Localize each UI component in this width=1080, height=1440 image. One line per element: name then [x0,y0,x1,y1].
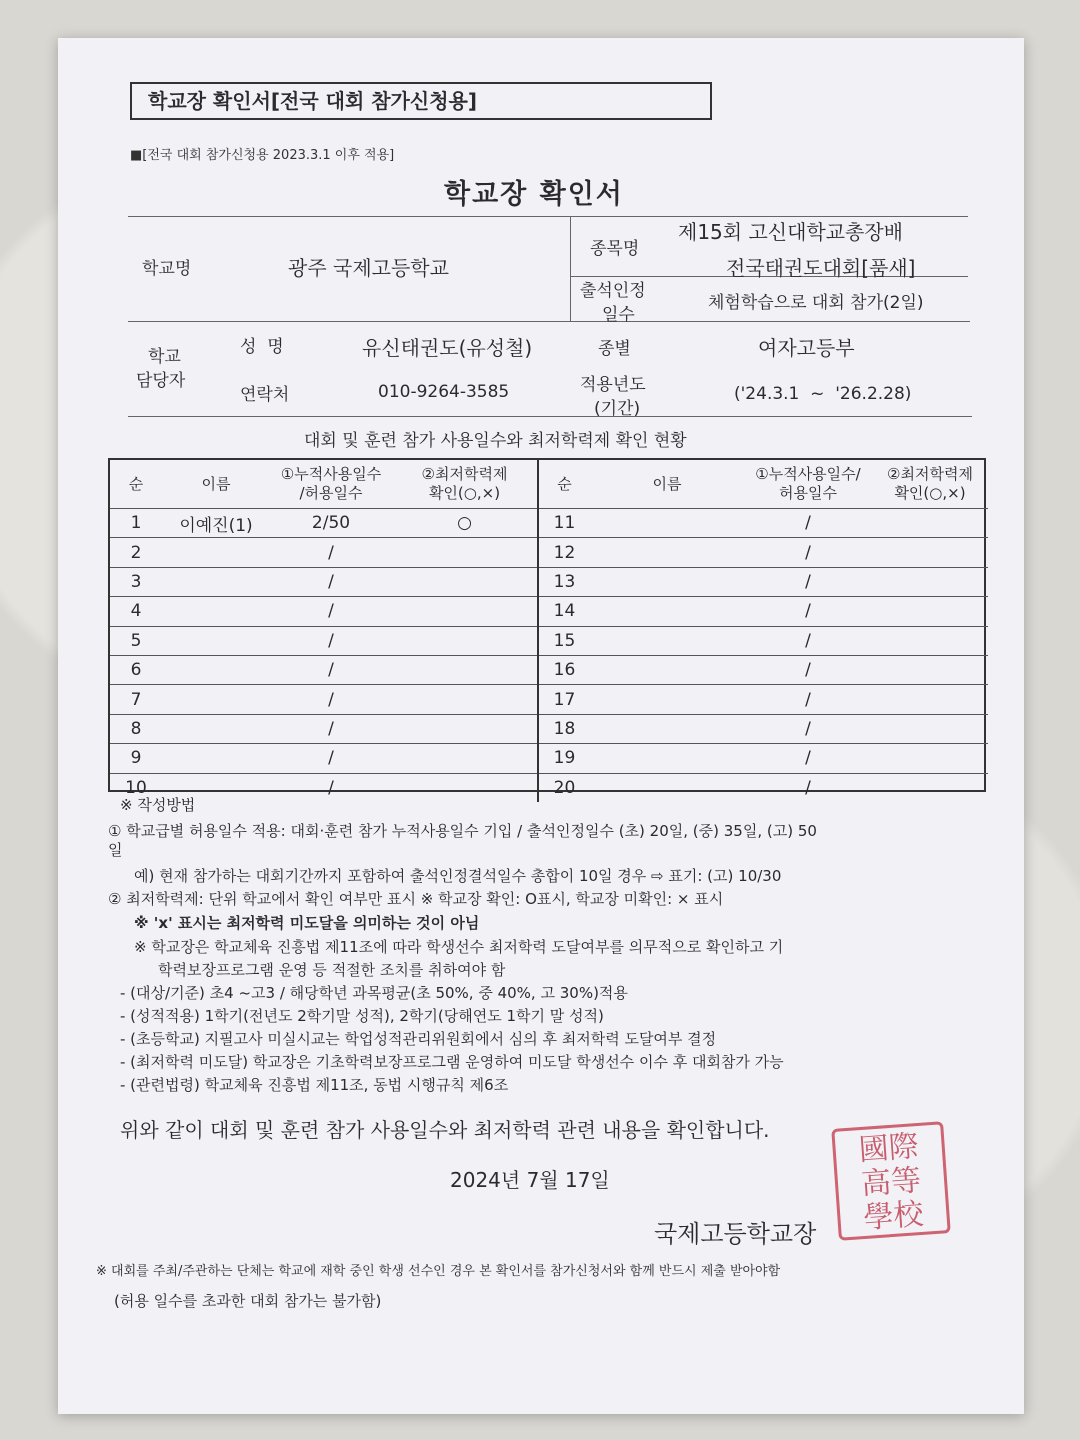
cell-check [392,626,538,655]
school-name-value: 광주 국제고등학교 [288,256,449,280]
attendance-value: 체험학습으로 대회 참가(2일) [708,293,924,313]
cell-days: / [270,685,392,714]
cell-check-right [872,626,988,655]
cell-name [162,538,270,567]
cell-days-right: / [744,685,872,714]
cell-no: 9 [110,744,162,773]
cell-name-right [590,509,744,538]
cell-days-right: / [744,597,872,626]
cell-name [162,655,270,684]
principal-signature: 국제고등학교장 [654,1220,817,1248]
cell-name [162,714,270,743]
cell-name-right [590,567,744,596]
name-label: 성 명 [240,337,284,357]
cell-name-right [590,773,744,802]
cell-name: 이예진(1) [162,509,270,538]
cell-check [392,655,538,684]
cell-days: / [328,777,334,798]
cell-check-right [872,744,988,773]
detail-5: - (관련법령) 학교체육 진흥법 제11조, 동법 시행규칙 제6조 [120,1076,509,1094]
cell-no-right: 11 [538,509,590,538]
detail-1: - (대상/기준) 초4 ~고3 / 해당학년 과목평균(초 50%, 중 40%, 고 30%)적용 [120,984,628,1002]
header-name-right: 이름 [590,460,744,509]
cell-no-right: 16 [538,655,590,684]
cell-name-right [590,626,744,655]
table-header-row [110,460,988,509]
cell-no: 6 [110,655,162,684]
cell-days: / [270,655,392,684]
cell-days-right: / [744,538,872,567]
category-label: 종별 [598,339,631,359]
cell-days: 2/50 [270,509,392,538]
event-value-line1: 제15회 고신대학교총장배 [678,220,904,244]
cell-name-right [590,685,744,714]
cell-days-right: / [744,626,872,655]
cell-no-right: 15 [538,626,590,655]
cell-no-right: 19 [538,744,590,773]
cell-days-right: / [744,509,872,538]
manager-label-1: 학교 [148,347,181,367]
cell-no: 3 [110,567,162,596]
header-days: ①누적사용일수 /허용일수 [270,460,392,509]
table-row [110,597,988,626]
cell-check [392,567,538,596]
cell-days-right: / [744,655,872,684]
table-row [110,509,988,538]
cell-check-right [872,567,988,596]
confirmation-date: 2024년 7월 17일 [450,1168,610,1192]
footer-note-2: (허용 일수를 초과한 대회 참가는 불가함) [114,1292,382,1310]
cell-name-right [590,597,744,626]
contact-label: 연락처 [240,385,290,405]
header-days-right: ①누적사용일수/ 허용일수 [744,460,872,509]
detail-3: - (초등학교) 지필고사 미실시교는 학업성적관리위원회에서 심의 후 최저학력 도달여부 결정 [120,1030,717,1048]
cell-no: 5 [110,626,162,655]
cell-check-right [872,714,988,743]
note-1: ① 학교급별 허용일수 적용: 대회·훈련 참가 누적사용일수 기입 / 출석인정일수 (초) 20일, (중) 35일, (고) 50 [108,822,817,840]
cell-no-right: 14 [538,597,590,626]
table-row [110,685,988,714]
official-seal-stamp: 國際 高等 學校 [831,1121,951,1241]
cell-check-right [872,538,988,567]
detail-4: - (최저학력 미도달) 학교장은 기초학력보장프로그램 운영하여 미도달 학생선수 이수 후 대회참가 가능 [120,1053,784,1071]
applicability-note: ■[전국 대회 참가신청용 2023.3.1 이후 적용] [130,148,395,163]
status-table [108,458,986,798]
table-row [110,655,988,684]
attendance-label-2: 일수 [602,305,635,325]
cell-no-right: 18 [538,714,590,743]
note-1-cont: 일 [108,841,123,859]
name-value: 유신태권도(유성철) [362,336,533,360]
cell-no-right: 12 [538,538,590,567]
period-label-1: 적용년도 [580,375,646,395]
note-1-example: 예) 현재 참가하는 대회기간까지 포함하여 출석인정결석일수 총합이 10일 경우 ⇨ 표기: (고) 10/30 [134,867,782,885]
footer-note-1: ※ 대회를 주최/주관하는 단체는 학교에 재학 중인 학생 선수인 경우 본 확인서를 참가신청서와 함께 반드시 제출 받아야함 [96,1264,781,1279]
confirmation-statement: 위와 같이 대회 및 훈련 참가 사용일수와 최저학력 관련 내용을 확인합니다. [120,1118,770,1142]
cell-days-right: / [744,714,872,743]
table-row [110,744,988,773]
cell-days-right: / [744,567,872,596]
cell-name [162,626,270,655]
attendance-label-1: 출석인정 [580,281,646,301]
cell-name-right [590,538,744,567]
cell-name [162,744,270,773]
cell-no: 1 [110,509,162,538]
school-name-label: 학교명 [142,259,192,279]
header-no: 순 [110,460,162,509]
cell-check-right [872,597,988,626]
cell-days: / [270,597,392,626]
cell-no: 8 [110,714,162,743]
contact-value: 010-9264-3585 [378,382,510,402]
cell-check [392,714,538,743]
cell-no: 10 [125,777,147,798]
cell-check: ○ [392,509,538,538]
notes-heading: ※ 작성방법 [120,796,196,814]
table-caption: 대회 및 훈련 참가 사용일수와 최저학력제 확인 현황 [304,431,687,451]
cell-check [392,538,538,567]
header-check-right: ②최저학력제 확인(○,×) [872,460,988,509]
cell-days-right: / [805,777,811,798]
cell-no: 4 [110,597,162,626]
cell-days: / [270,744,392,773]
cell-no: 7 [110,685,162,714]
cell-no-right: 13 [538,567,590,596]
detail-2: - (성적적용) 1학기(전년도 2학기말 성적), 2학기(당해연도 1학기 말 성적) [120,1007,604,1025]
cell-no: 2 [110,538,162,567]
cell-check-right [872,685,988,714]
header-box-title: 학교장 확인서[전국 대회 참가신청용] [130,82,712,120]
table-row [110,567,988,596]
period-value: ('24.3.1 ~ '26.2.28) [734,384,912,404]
cell-name-right [590,655,744,684]
cell-check-right [872,773,988,802]
cell-name-right [590,744,744,773]
note-4-cont: 학력보장프로그램 운영 등 적절한 조치를 취하여야 함 [158,961,506,979]
note-2: ② 최저학력제: 단위 학교에서 확인 여부만 표시 ※ 학교장 확인: O표시, 학교장 미확인: × 표시 [108,890,724,908]
cell-days: / [270,567,392,596]
document-title: 학교장 확인서 [444,179,624,210]
table-row [110,538,988,567]
header-no-right: 순 [538,460,590,509]
cell-days: / [270,714,392,743]
header-check: ②최저학력제 확인(○,×) [392,460,538,509]
note-3: ※ 'x' 표시는 최저학력 미도달을 의미하는 것이 아님 [134,914,480,932]
header-name: 이름 [162,460,270,509]
cell-name [162,685,270,714]
category-value: 여자고등부 [758,336,855,360]
note-4: ※ 학교장은 학교체육 진흥법 제11조에 따라 학생선수 최저학력 도달여부를 의무적으로 확인하고 기 [134,938,784,956]
cell-days: / [270,626,392,655]
table-row [110,714,988,743]
cell-check [392,597,538,626]
event-value-line2: 전국태권도대회[품새] [726,256,916,280]
cell-no-right: 20 [553,777,576,798]
cell-check [392,685,538,714]
cell-no-right: 17 [538,685,590,714]
cell-check [392,773,538,802]
cell-name [162,567,270,596]
table-row [110,626,988,655]
event-label: 종목명 [590,239,640,259]
cell-check-right [872,655,988,684]
table-row [110,773,988,802]
manager-label-2: 담당자 [136,371,186,391]
cell-name [162,597,270,626]
cell-days-right: / [744,744,872,773]
cell-check-right [872,509,988,538]
cell-check [392,744,538,773]
period-label-2: (기간) [594,399,641,419]
cell-name-right [590,714,744,743]
cell-days: / [270,538,392,567]
